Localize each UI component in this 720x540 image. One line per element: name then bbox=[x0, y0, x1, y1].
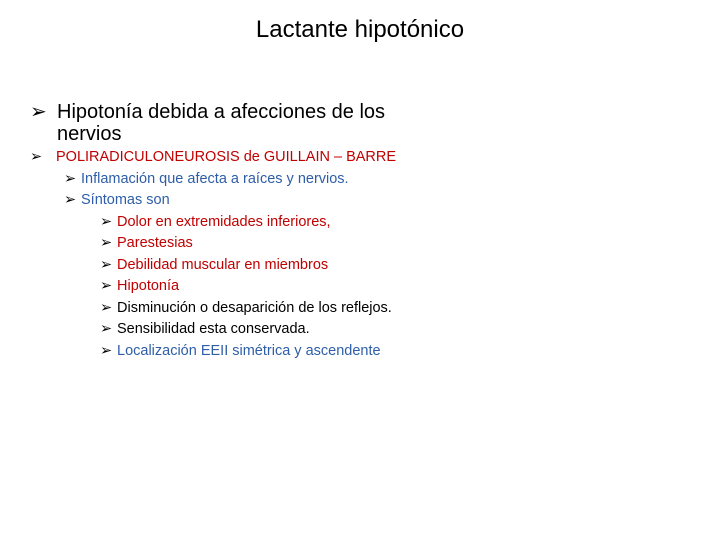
arrow-bullet-icon: ➢ bbox=[100, 235, 113, 251]
arrow-bullet-icon: ➢ bbox=[100, 214, 113, 230]
list-item-text: Parestesias bbox=[117, 235, 193, 251]
list-item bbox=[100, 342, 381, 360]
list-item-text: Dolor en extremidades inferiores, bbox=[117, 214, 331, 230]
list-item-text: Localización EEII simétrica y ascendente bbox=[117, 343, 381, 359]
list-item bbox=[100, 234, 193, 252]
list-item bbox=[100, 320, 310, 338]
list-item-text: Hipotonía bbox=[117, 278, 180, 294]
list-item bbox=[100, 299, 392, 317]
arrow-bullet-icon: ➢ bbox=[30, 149, 43, 165]
arrow-bullet-icon: ➢ bbox=[64, 171, 77, 187]
arrow-bullet-icon: ➢ bbox=[100, 343, 113, 359]
list-item-text: POLIRADICULONEUROSIS de GUILLAIN – BARRE bbox=[56, 149, 397, 165]
arrow-bullet-icon: ➢ bbox=[64, 192, 77, 208]
arrow-bullet-icon: ➢ bbox=[100, 257, 113, 273]
slide-title: Lactante hipotónico bbox=[255, 16, 465, 43]
list-item-text: Inflamación que afecta a raíces y nervios. bbox=[81, 171, 349, 187]
list-item-text: Sensibilidad esta conservada. bbox=[117, 321, 310, 337]
list-item bbox=[100, 277, 179, 295]
list-item-text: Debilidad muscular en miembros bbox=[117, 257, 329, 273]
arrow-bullet-icon: ➢ bbox=[100, 321, 113, 337]
list-item-text: Síntomas son bbox=[81, 192, 170, 208]
list-item bbox=[64, 191, 170, 209]
arrow-bullet-icon: ➢ bbox=[100, 300, 113, 316]
heading-text: Hipotonía debida a afecciones de los nervios bbox=[57, 101, 386, 145]
list-item-text: Disminución o desaparición de los reflejos. bbox=[117, 300, 392, 316]
arrow-bullet-icon: ➢ bbox=[100, 278, 113, 294]
list-item bbox=[100, 213, 331, 231]
heading-bullet bbox=[30, 101, 450, 145]
arrow-bullet-icon: ➢ bbox=[30, 101, 47, 123]
list-item bbox=[100, 256, 328, 274]
list-item bbox=[30, 148, 396, 166]
list-item bbox=[64, 170, 349, 188]
